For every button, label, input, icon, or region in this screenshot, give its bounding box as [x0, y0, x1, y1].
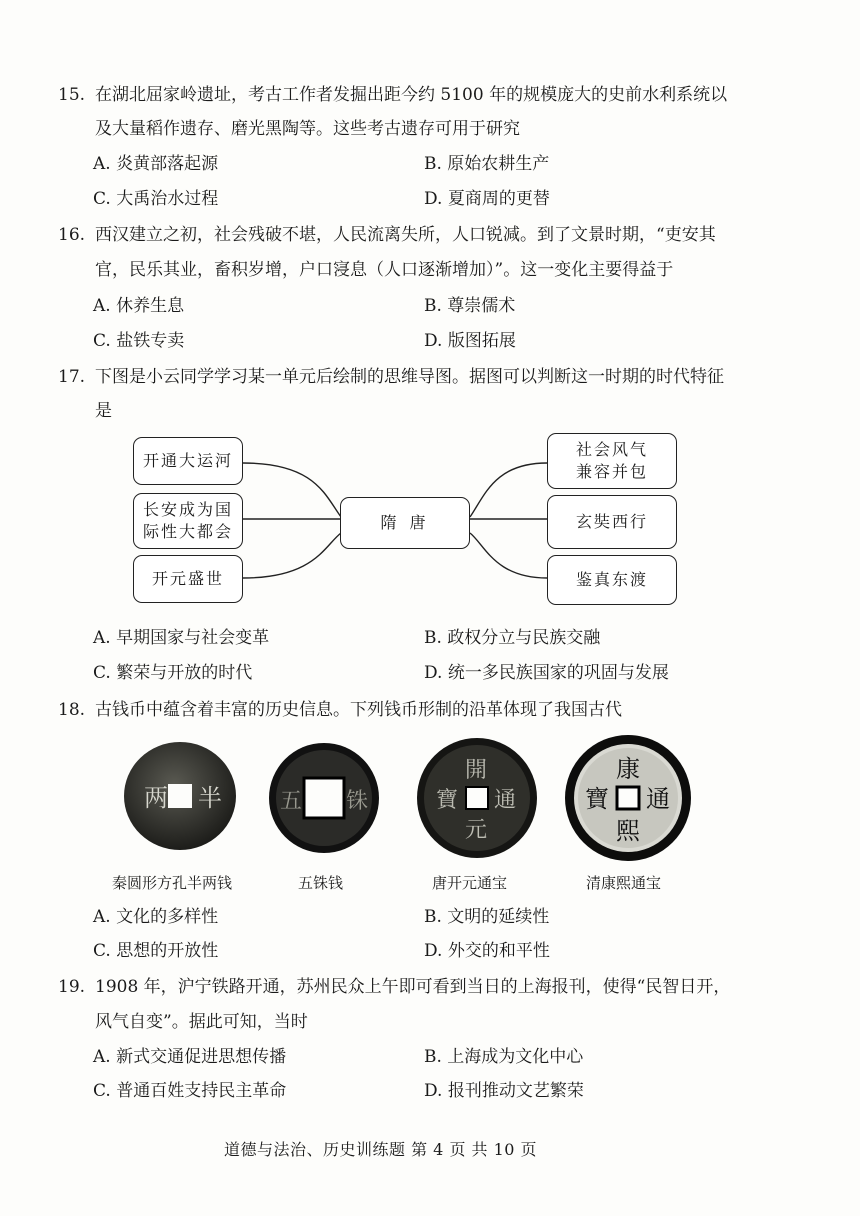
question-18-option-c: C. 思想的开放性 [93, 941, 219, 961]
question-19-option-b: B. 上海成为文化中心 [424, 1047, 584, 1067]
question-15-option-c: C. 大禹治水过程 [93, 189, 219, 209]
question-17-number: 17. [58, 367, 86, 387]
coin-kaiyuan [414, 735, 540, 865]
coin-wuzhu-glyph-right: 铢 [346, 789, 369, 814]
coin-kangxi-glyph-left: 寶 [585, 785, 609, 813]
coin-caption-banliang: 秦圆形方孔半两钱 [112, 874, 233, 892]
coin-caption-kangxi: 清康熙通宝 [586, 874, 662, 892]
question-18-option-d: D. 外交的和平性 [424, 941, 550, 961]
coin-kangxi-glyph-bottom: 熙 [616, 817, 640, 845]
question-15-text-line2: 及大量稻作遗存、磨光黑陶等。这些考古遗存可用于研究 [95, 119, 520, 139]
mind-map [125, 425, 685, 610]
question-15-text-line1: 在湖北屈家岭遗址，考古工作者发掘出距今约 5100 年的规模庞大的史前水利系统以 [95, 85, 728, 105]
mindmap-node-xuanzang: 玄奘西行 [547, 495, 677, 549]
coin-banliang-glyph-right: 半 [198, 784, 222, 812]
coin-kaiyuan-glyph-top: 開 [465, 758, 488, 783]
question-15-option-d: D. 夏商周的更替 [424, 189, 550, 209]
question-19-option-c: C. 普通百姓支持民主革命 [93, 1081, 287, 1101]
coin-kangxi-glyph-right: 通 [646, 785, 670, 813]
question-17-option-a: A. 早期国家与社会变革 [93, 628, 270, 648]
coin-banliang-image [120, 738, 240, 858]
coin-kaiyuan-glyph-left: 寶 [436, 788, 459, 813]
question-18-text-line1: 古钱币中蕴含着丰富的历史信息。下列钱币形制的沿革体现了我国古代 [95, 700, 622, 720]
mindmap-center-sui-tang: 隋 唐 [340, 497, 470, 549]
question-15-option-b: B. 原始农耕生产 [424, 154, 550, 174]
question-19-option-d: D. 报刊推动文艺繁荣 [424, 1081, 584, 1101]
question-19-text-line2: 风气自变”。据此可知，当时 [95, 1012, 308, 1032]
question-15-number: 15. [58, 85, 86, 105]
page-footer: 道德与法治、历史训练题 第 4 页 共 10 页 [224, 1140, 538, 1159]
coin-wuzhu [266, 740, 382, 860]
coin-kaiyuan-glyph-right: 通 [494, 788, 517, 813]
mindmap-node-jianzhen: 鉴真东渡 [547, 555, 677, 605]
coin-wuzhu-image [266, 740, 382, 856]
coin-caption-wuzhu: 五铢钱 [298, 874, 344, 892]
question-19-text-line1: 1908 年，沪宁铁路开通，苏州民众上午即可看到当日的上海报刊，使得“民智日开， [95, 977, 731, 997]
question-16-text-line1: 西汉建立之初，社会残破不堪，人民流离失所，人口锐减。到了文景时期，“吏安其 [95, 225, 716, 245]
coin-kaiyuan-image [414, 735, 540, 861]
coin-banliang-glyph-left: 两 [144, 784, 168, 812]
coin-kangxi [563, 733, 693, 867]
coin-kaiyuan-glyph-bottom: 元 [465, 818, 488, 843]
coin-caption-kaiyuan: 唐开元通宝 [432, 874, 508, 892]
question-16-option-d: D. 版图拓展 [424, 331, 516, 351]
question-18-option-a: A. 文化的多样性 [93, 907, 219, 927]
question-17-option-c: C. 繁荣与开放的时代 [93, 663, 253, 683]
question-17-option-b: B. 政权分立与民族交融 [424, 628, 601, 648]
mindmap-node-social-customs: 社会风气 兼容并包 [547, 433, 677, 489]
question-16-number: 16. [58, 225, 86, 245]
question-19-number: 19. [58, 977, 86, 997]
question-16-option-b: B. 尊崇儒术 [424, 296, 516, 316]
question-16-option-c: C. 盐铁专卖 [93, 331, 185, 351]
mindmap-node-grand-canal: 开通大运河 [133, 437, 243, 485]
question-16-text-line2: 官，民乐其业，畜积岁增，户口寖息（人口逐渐增加）”。这一变化主要得益于 [95, 260, 674, 280]
mindmap-node-kaiyuan: 开元盛世 [133, 555, 243, 603]
question-18-number: 18. [58, 700, 86, 720]
question-15-option-a: A. 炎黄部落起源 [93, 154, 219, 174]
mindmap-node-changan: 长安成为国 际性大都会 [133, 493, 243, 549]
question-19-option-a: A. 新式交通促进思想传播 [93, 1047, 287, 1067]
question-17-text-line2: 是 [95, 401, 112, 421]
question-17-option-d: D. 统一多民族国家的巩固与发展 [424, 663, 669, 683]
coin-kangxi-image [563, 733, 693, 863]
question-16-option-a: A. 休养生息 [93, 296, 185, 316]
question-18-option-b: B. 文明的延续性 [424, 907, 550, 927]
coin-banliang [120, 738, 240, 862]
coin-kangxi-glyph-top: 康 [616, 755, 640, 783]
question-17-text-line1: 下图是小云同学学习某一单元后绘制的思维导图。据图可以判断这一时期的时代特征 [95, 367, 724, 387]
coin-wuzhu-glyph-left: 五 [280, 789, 303, 814]
